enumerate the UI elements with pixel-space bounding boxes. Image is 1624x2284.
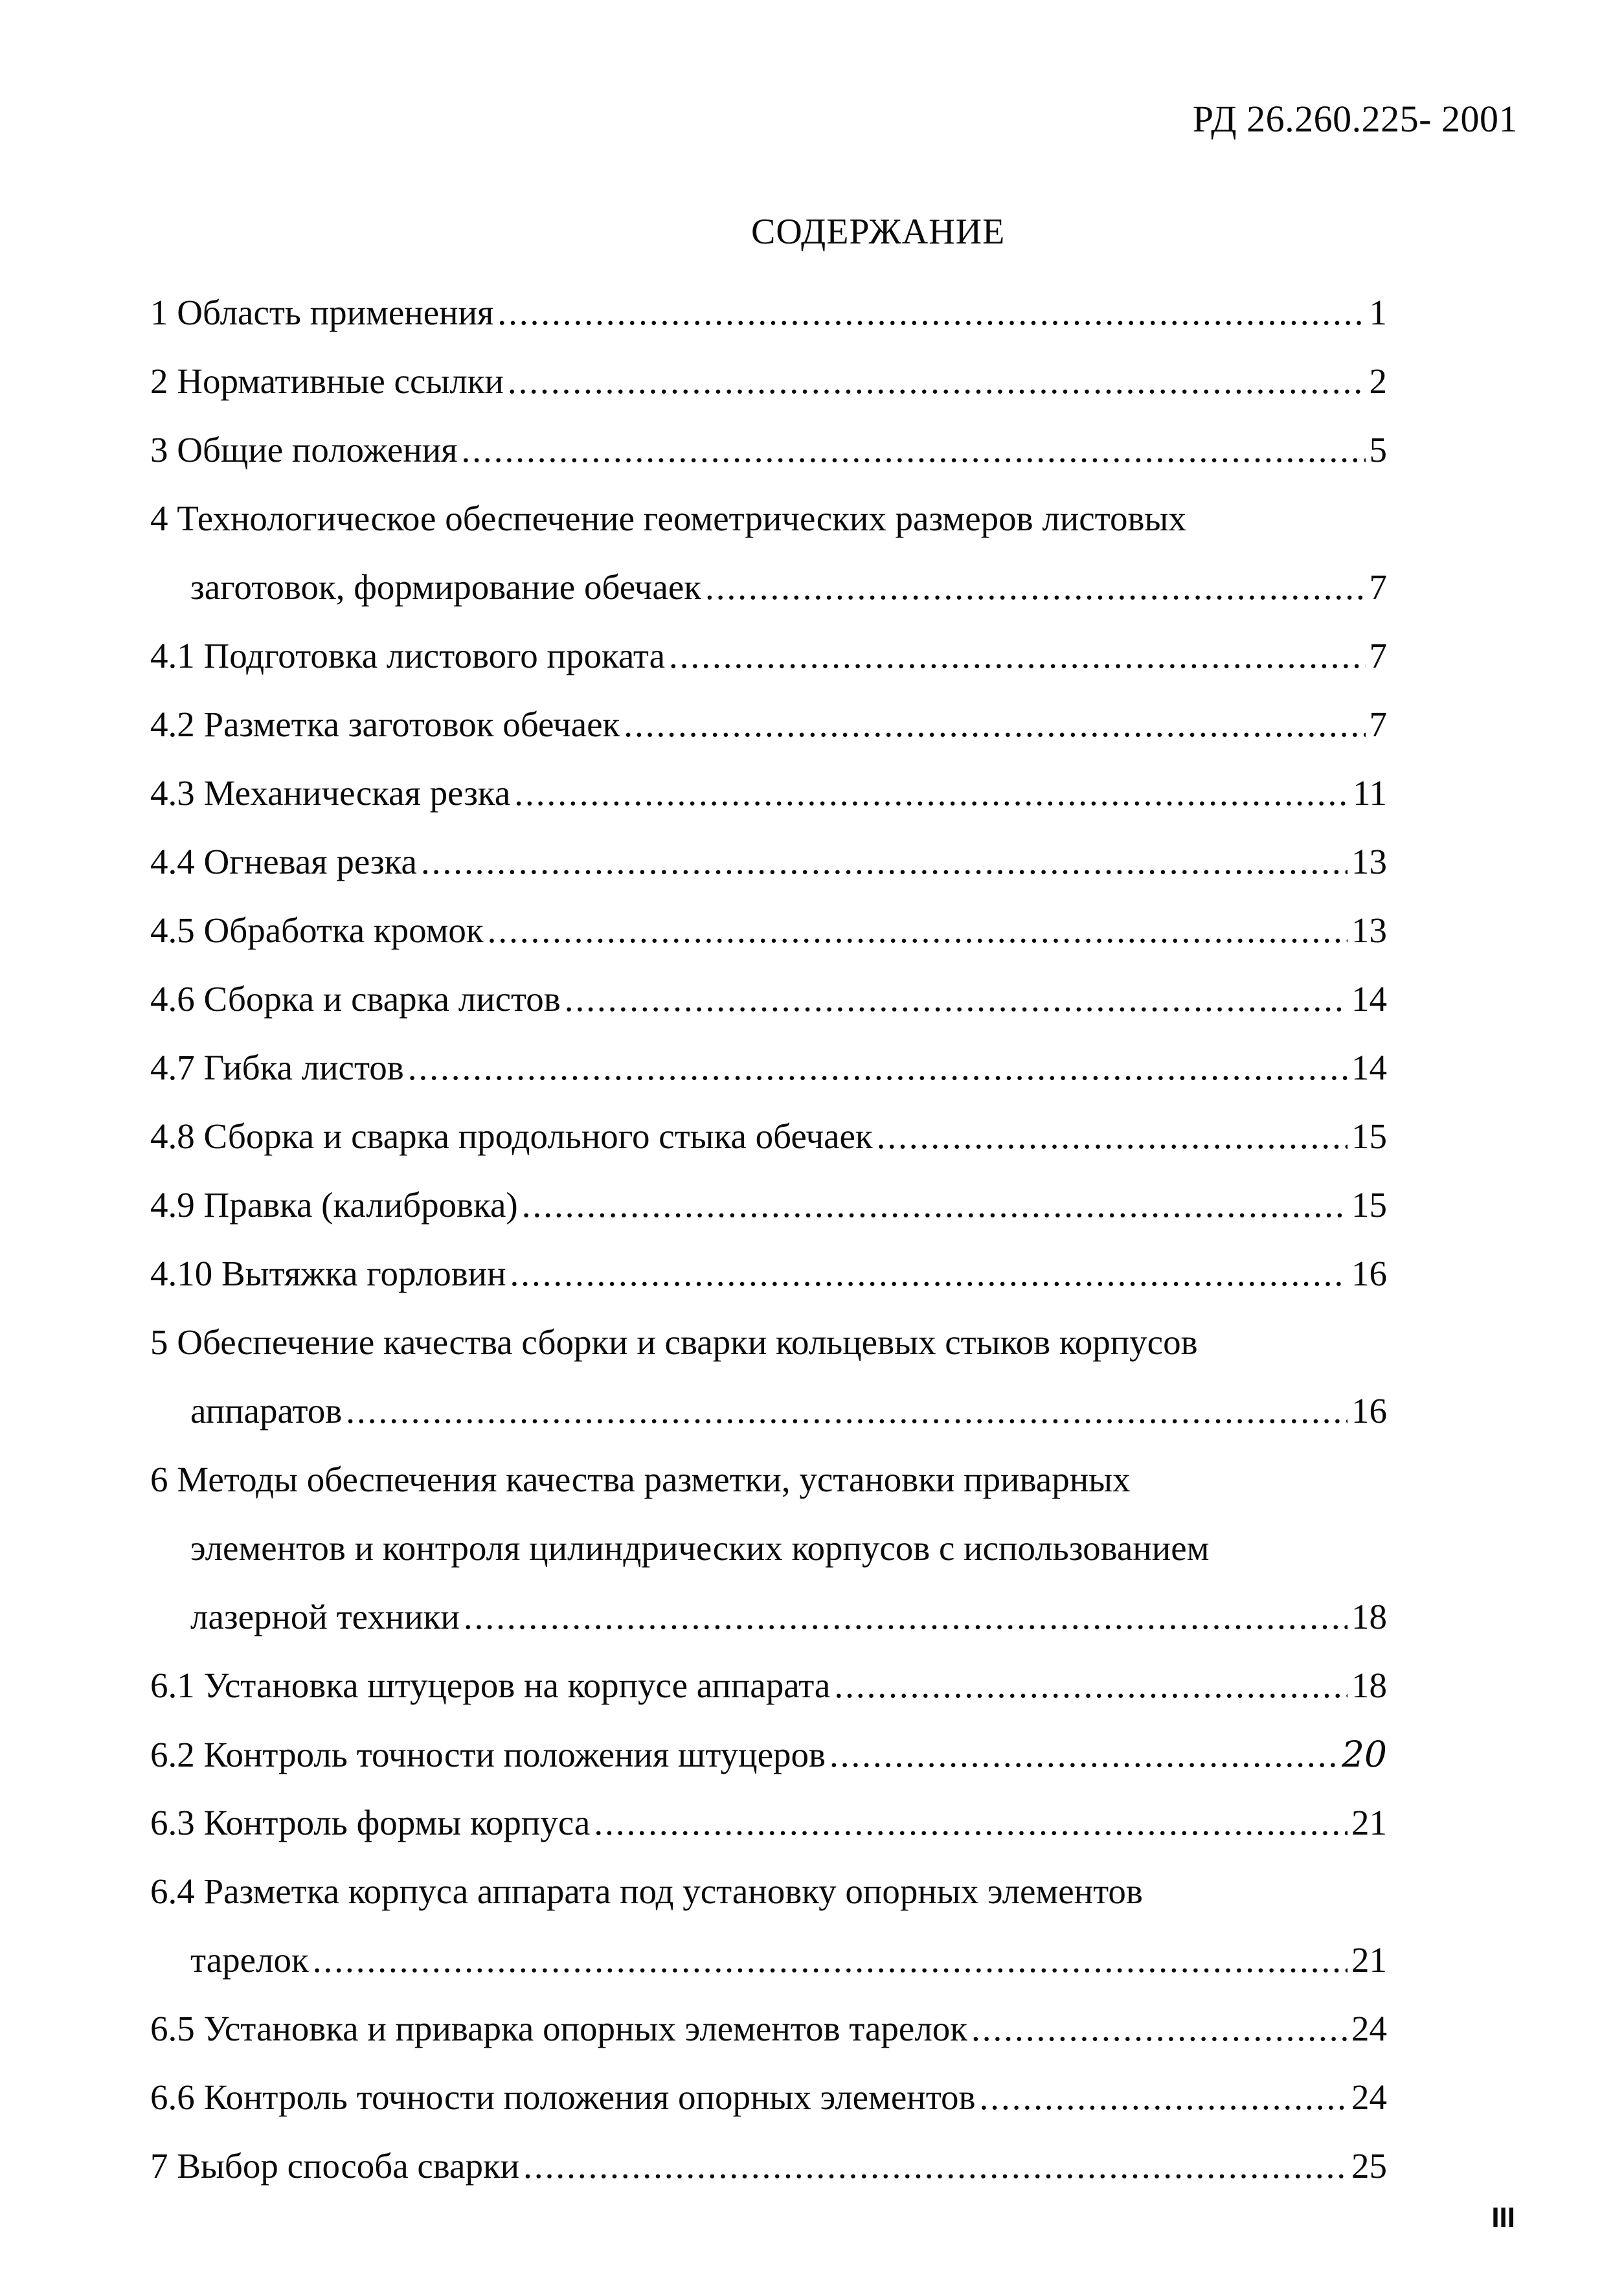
page-title: СОДЕРЖАНИЕ <box>751 212 1006 252</box>
toc-entry-label: 6.2 Контроль точности положения штуцеров <box>150 1735 826 1774</box>
toc-entry[interactable] <box>150 1034 1387 1102</box>
toc-entry-label: 1 Область применения <box>150 293 494 332</box>
dot-leader <box>565 965 1348 1034</box>
toc-entry[interactable] <box>150 1102 1387 1171</box>
toc-entry[interactable] <box>150 347 1387 416</box>
dot-leader <box>510 1239 1348 1308</box>
toc-entry[interactable] <box>150 1651 1387 1720</box>
toc-entry[interactable] <box>150 416 1387 484</box>
toc-entry-label: 4.2 Разметка заготовок обечаек <box>150 705 620 744</box>
toc-entry-label: 4.6 Сборка и сварка листов <box>150 979 561 1019</box>
dot-leader <box>979 2063 1348 2132</box>
dot-leader <box>488 896 1348 965</box>
toc-entry-page: 15 <box>1351 1185 1387 1225</box>
toc-entry-label: 4 Технологическое обеспечение геометрических размеров листовых <box>150 499 1186 538</box>
toc-entry-label: элементов и контроля цилиндрических корпусов с использованием <box>190 1528 1210 1568</box>
toc-entry-page: 16 <box>1351 1391 1387 1430</box>
table-of-contents <box>150 278 1387 2200</box>
toc-entry-first-line[interactable] <box>150 484 1387 553</box>
toc-entry-page: 24 <box>1351 2077 1387 2117</box>
toc-entry-page: 16 <box>1351 1254 1387 1293</box>
toc-entry[interactable] <box>150 1720 1387 1789</box>
toc-entry-label: 4.9 Правка (калибровка) <box>150 1185 518 1225</box>
dot-leader <box>705 553 1366 622</box>
toc-entry-page: 18 <box>1351 1666 1387 1705</box>
dot-leader <box>669 622 1366 690</box>
toc-entry-label: 6.1 Установка штуцеров на корпусе аппарата <box>150 1666 831 1705</box>
dot-leader <box>624 690 1365 759</box>
toc-entry-page: 7 <box>1369 705 1387 744</box>
toc-entry-page: 21 <box>1351 1803 1387 1842</box>
toc-entry-label: 6.6 Контроль точности положения опорных элементов <box>150 2077 976 2117</box>
toc-entry-first-line[interactable] <box>150 1445 1387 1514</box>
toc-entry-page: 14 <box>1351 1048 1387 1087</box>
toc-entry[interactable] <box>150 622 1387 690</box>
toc-entry-label: 4.5 Обработка кромок <box>150 910 484 950</box>
toc-entry[interactable] <box>150 1789 1387 1857</box>
toc-entry[interactable] <box>150 2132 1387 2200</box>
toc-entry-page: 13 <box>1351 910 1387 950</box>
toc-entry-label: 6.5 Установка и приварка опорных элементов тарелок <box>150 2009 967 2048</box>
toc-entry[interactable] <box>150 759 1387 828</box>
toc-entry[interactable] <box>150 690 1387 759</box>
toc-entry-label: 4.4 Огневая резка <box>150 842 417 881</box>
toc-entry-continuation[interactable] <box>150 1377 1387 1445</box>
toc-entry-page: 11 <box>1353 773 1387 813</box>
toc-entry-label: заготовок, формирование обечаек <box>190 567 701 607</box>
toc-entry-label: 2 Нормативные ссылки <box>150 361 504 401</box>
toc-entry-page: 1 <box>1369 293 1387 332</box>
toc-entry-page: 14 <box>1351 979 1387 1019</box>
toc-entry-label: тарелок <box>190 1940 309 1980</box>
dot-leader <box>514 759 1349 828</box>
toc-entry[interactable] <box>150 2063 1387 2132</box>
toc-entry-label: лазерной техники <box>190 1597 460 1636</box>
toc-entry-page: 21 <box>1351 1940 1387 1980</box>
dot-leader <box>594 1789 1348 1857</box>
toc-entry-first-line[interactable] <box>150 1308 1387 1377</box>
toc-entry-label: 6 Методы обеспечения качества разметки, установки приварных <box>150 1460 1131 1499</box>
toc-entry-label: 4.10 Вытяжка горловин <box>150 1254 506 1293</box>
toc-entry-page: 18 <box>1351 1597 1387 1636</box>
dot-leader <box>408 1034 1348 1102</box>
toc-entry-continuation[interactable] <box>150 1583 1387 1651</box>
toc-entry-page: 7 <box>1369 636 1387 675</box>
toc-entry-page: 13 <box>1351 842 1387 881</box>
toc-entry-label: 5 Обеспечение качества сборки и сварки кольцевых стыков корпусов <box>150 1322 1198 1362</box>
dot-leader <box>313 1926 1348 1995</box>
dot-leader <box>523 2132 1348 2200</box>
toc-entry-page: 24 <box>1351 2009 1387 2048</box>
dot-leader <box>522 1171 1348 1239</box>
dot-leader <box>497 278 1365 347</box>
toc-entry-label: аппаратов <box>190 1391 343 1430</box>
toc-entry-label: 6.3 Контроль формы корпуса <box>150 1803 591 1842</box>
page-number: III <box>1491 2202 1515 2233</box>
dot-leader <box>834 1651 1348 1720</box>
toc-entry[interactable] <box>150 1171 1387 1239</box>
toc-entry-label: 7 Выбор способа сварки <box>150 2146 520 2186</box>
dot-leader <box>462 416 1366 484</box>
dot-leader <box>421 828 1348 896</box>
toc-entry-continuation[interactable] <box>150 1514 1387 1583</box>
toc-entry[interactable] <box>150 278 1387 347</box>
dot-leader <box>971 1995 1348 2063</box>
toc-entry-page: 25 <box>1351 2146 1387 2186</box>
toc-entry-label: 4.1 Подготовка листового проката <box>150 636 665 675</box>
toc-entry-page: 7 <box>1369 567 1387 607</box>
dot-leader <box>346 1377 1348 1445</box>
toc-entry-label: 4.8 Сборка и сварка продольного стыка обечаек <box>150 1116 873 1156</box>
toc-entry-continuation[interactable] <box>150 1926 1387 1995</box>
toc-entry-label: 4.7 Гибка листов <box>150 1048 404 1087</box>
document-code: РД 26.260.225- 2001 <box>1192 98 1518 140</box>
dot-leader <box>508 347 1366 416</box>
toc-entry-label: 4.3 Механическая резка <box>150 773 511 813</box>
toc-entry[interactable] <box>150 1995 1387 2063</box>
dot-leader <box>877 1102 1348 1171</box>
toc-entry[interactable] <box>150 965 1387 1034</box>
toc-entry[interactable] <box>150 1239 1387 1308</box>
toc-entry-page: 2 <box>1369 361 1387 401</box>
toc-entry[interactable] <box>150 828 1387 896</box>
toc-entry-page-handwritten: 20 <box>1342 1734 1387 1775</box>
toc-entry-label: 6.4 Разметка корпуса аппарата под установку опорных элементов <box>150 1871 1143 1911</box>
toc-entry-label: 3 Общие положения <box>150 430 458 469</box>
toc-entry[interactable] <box>150 896 1387 965</box>
toc-entry-page: 15 <box>1351 1116 1387 1156</box>
toc-entry-continuation[interactable] <box>150 553 1387 622</box>
toc-entry-page: 5 <box>1369 430 1387 469</box>
toc-entry-first-line[interactable] <box>150 1857 1387 1926</box>
dot-leader <box>829 1721 1338 1789</box>
dot-leader <box>464 1583 1348 1651</box>
